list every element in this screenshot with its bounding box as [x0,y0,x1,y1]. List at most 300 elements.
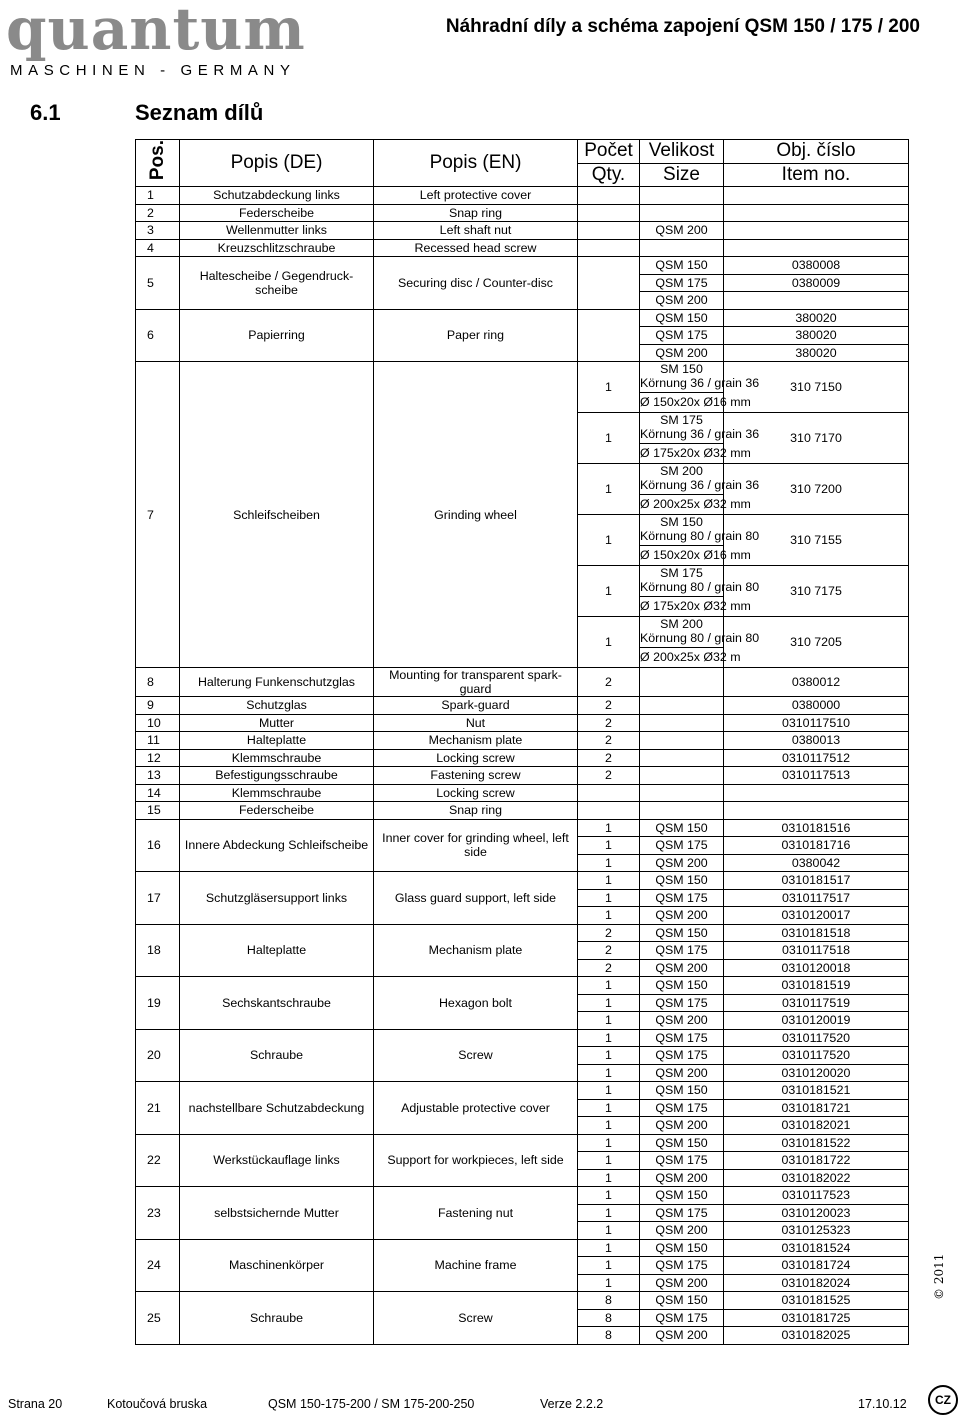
header-de: Popis (DE) [180,140,374,187]
cell-item: 0310120019 [724,1012,909,1030]
size-grain: Körnung 36 / grain 36 [640,427,760,442]
cell-size [640,668,724,697]
cell-en: Machine frame [374,1239,578,1292]
cell-qty: 1 [578,1064,640,1082]
cell-pos: 17 [136,872,180,925]
cell-item: 0310117513 [724,767,909,785]
cell-en: Screw [374,1029,578,1082]
cell-qty: 8 [578,1327,640,1345]
cell-qty: 1 [578,617,640,668]
cell-size: QSM 175 [640,274,724,292]
size-model: SM 200 [660,464,703,479]
table-body-2 [136,668,909,820]
cell-size [640,802,724,820]
cell-en: Recessed head screw [374,239,578,257]
cell-size [640,617,760,668]
cell-item [724,784,909,802]
cell-qty [578,222,640,240]
cell-item: 0310181517 [724,872,909,890]
cell-de: Schutzgläsersupport links [180,872,374,925]
cell-de: Schraube [180,1029,374,1082]
cell-qty [578,784,640,802]
cell-size: QSM 175 [640,1152,724,1170]
header-item-cz: Obj. číslo [724,140,909,164]
cell-qty [578,257,640,310]
cell-pos: 11 [136,732,180,750]
size-grain: Körnung 36 / grain 36 [640,376,760,391]
table-row [136,1082,909,1100]
size-model: SM 175 [660,413,703,428]
section-heading [30,100,263,126]
cell-qty: 1 [578,854,640,872]
cell-qty: 2 [578,959,640,977]
cell-pos: 14 [136,784,180,802]
cell-size: QSM 150 [640,924,724,942]
cell-qty: 2 [578,697,640,715]
cell-size: QSM 200 [640,1117,724,1135]
cell-item: 0310182021 [724,1117,909,1135]
table-row [136,1134,909,1152]
cell-qty: 2 [578,668,640,697]
cell-size: QSM 150 [640,309,724,327]
cell-qty [578,239,640,257]
cell-qty [578,802,640,820]
cell-size: QSM 200 [640,292,724,310]
cell-en: Fastening screw [374,767,578,785]
table-row [136,1029,909,1047]
cell-qty: 1 [578,1012,640,1030]
cell-pos: 6 [136,309,180,362]
cell-de: Befestigungsschraube [180,767,374,785]
cell-qty: 1 [578,1134,640,1152]
cell-qty: 1 [578,837,640,855]
cell-size: QSM 200 [640,344,724,362]
cell-item: 0310117519 [724,994,909,1012]
cell-size [640,767,724,785]
cell-qty [578,204,640,222]
header-qty-cz: Počet [578,140,640,164]
cell-size [640,464,760,515]
table-row [136,362,909,413]
cell-item: 0380013 [724,732,909,750]
cell-size: QSM 175 [640,1029,724,1047]
cell-qty: 1 [578,889,640,907]
cell-item: 0310181524 [724,1239,909,1257]
cell-en: Screw [374,1292,578,1345]
header-qty-en: Qty. [578,163,640,187]
cell-qty: 1 [578,907,640,925]
cell-qty: 1 [578,994,640,1012]
header-item-en: Item no. [724,163,909,187]
cell-de: Halteplatte [180,732,374,750]
section-number: 6.1 [30,100,61,125]
cell-pos: 4 [136,239,180,257]
size-model: SM 150 [660,515,703,530]
cell-de: Werkstückauflage links [180,1134,374,1187]
footer-product: Kotoučová bruska [107,1397,208,1411]
table-body [136,187,909,362]
cell-de: Sechskantschraube [180,977,374,1030]
cell-qty: 2 [578,767,640,785]
table-row [136,714,909,732]
brand-logo [6,0,306,79]
cell-item: 0310120017 [724,907,909,925]
cell-item: 310 7205 [724,617,909,668]
cell-de: Schutzglas [180,697,374,715]
table-row [136,732,909,750]
cell-item [724,802,909,820]
cell-de: Halterung Funkenschutzglas [180,668,374,697]
table-row [136,668,909,697]
cell-qty: 1 [578,1187,640,1205]
cell-size [640,732,724,750]
cell-size [640,204,724,222]
cell-pos: 21 [136,1082,180,1135]
cell-en: Support for workpieces, left side [374,1134,578,1187]
page-title: Náhradní díly a schéma zapojení QSM 150 / 175 / 200 [445,16,920,37]
cell-item: 0310181721 [724,1099,909,1117]
cell-size: QSM 175 [640,1099,724,1117]
cell-item: 0310181522 [724,1134,909,1152]
header-en: Popis (EN) [374,140,578,187]
cell-size: QSM 200 [640,222,724,240]
cell-de: Klemmschraube [180,784,374,802]
parts-table [135,139,909,1345]
size-dimensions: Ø 150x20x Ø16 mm [640,545,723,565]
cell-size: QSM 150 [640,1292,724,1310]
cell-item: 0310125323 [724,1222,909,1240]
cell-item: 0310120018 [724,959,909,977]
table-row [136,187,909,205]
cell-item: 0310181724 [724,1257,909,1275]
cell-item: 310 7155 [724,515,909,566]
cell-qty [578,309,640,362]
table-row [136,1187,909,1205]
cell-item: 0380009 [724,274,909,292]
cell-pos: 3 [136,222,180,240]
cell-item: 380020 [724,309,909,327]
cell-size: QSM 200 [640,1327,724,1345]
cell-qty [578,187,640,205]
cell-size: QSM 150 [640,819,724,837]
cell-pos: 10 [136,714,180,732]
cell-pos: 5 [136,257,180,310]
logo-tagline: MASCHINEN - GERMANY [10,62,296,79]
cell-pos: 13 [136,767,180,785]
cell-size [640,566,760,617]
size-model: SM 150 [660,362,703,377]
cell-size: QSM 200 [640,1274,724,1292]
cell-item: 0310181725 [724,1309,909,1327]
cell-size: QSM 175 [640,1047,724,1065]
cell-item: 0310117520 [724,1029,909,1047]
cell-item: 0310117518 [724,942,909,960]
table-row [136,222,909,240]
cell-item: 0310117520 [724,1047,909,1065]
cell-item: 0310181516 [724,819,909,837]
cell-item: 0310182022 [724,1169,909,1187]
cell-en: Locking screw [374,784,578,802]
cell-pos: 16 [136,819,180,872]
cell-en: Left protective cover [374,187,578,205]
cell-qty: 1 [578,1169,640,1187]
cell-de: Wellenmutter links [180,222,374,240]
cell-size: QSM 150 [640,1082,724,1100]
cell-de: Mutter [180,714,374,732]
table-row [136,257,909,275]
cell-pos: 19 [136,977,180,1030]
cell-size: QSM 200 [640,959,724,977]
size-dimensions: Ø 175x20x Ø32 mm [640,443,723,463]
cell-pos: 18 [136,924,180,977]
cell-en: Snap ring [374,204,578,222]
copyright: © 2011 [932,1253,946,1300]
cell-en: Mechanism plate [374,924,578,977]
cell-pos: 24 [136,1239,180,1292]
cell-item: 310 7175 [724,566,909,617]
table-row [136,1292,909,1310]
logo-wordmark: quantum [6,0,306,63]
cell-qty: 2 [578,749,640,767]
cell-size: QSM 175 [640,994,724,1012]
cell-en: Hexagon bolt [374,977,578,1030]
size-model: SM 200 [660,617,703,632]
size-dimensions: Ø 150x20x Ø16 mm [640,392,723,412]
size-grain: Körnung 80 / grain 80 [640,580,760,595]
cell-pos: 1 [136,187,180,205]
cell-item: 0310181525 [724,1292,909,1310]
section-title: Seznam dílů [135,100,264,125]
cell-qty: 1 [578,1257,640,1275]
cell-en: Spark-guard [374,697,578,715]
multi-variant-rows [136,819,909,1344]
table-row [136,697,909,715]
cell-en: Adjustable protective cover [374,1082,578,1135]
footer-model: QSM 150-175-200 / SM 175-200-250 [268,1397,475,1411]
cell-pos: 22 [136,1134,180,1187]
cell-qty: 1 [578,977,640,995]
cell-item [724,292,909,310]
cell-size [640,697,724,715]
cell-qty: 1 [578,1152,640,1170]
cell-pos: 25 [136,1292,180,1345]
cell-en: Mounting for transparent spark-guard [374,668,578,697]
cell-item: 380020 [724,327,909,345]
table-row [136,819,909,837]
cell-size: QSM 175 [640,327,724,345]
cell-pos: 12 [136,749,180,767]
cell-size: QSM 200 [640,854,724,872]
cell-en: Nut [374,714,578,732]
cell-qty: 1 [578,1117,640,1135]
cell-en: Mechanism plate [374,732,578,750]
table-row [136,1239,909,1257]
cell-item: 0310181518 [724,924,909,942]
cell-qty: 2 [578,924,640,942]
cell-size [640,515,760,566]
cell-size: QSM 175 [640,1204,724,1222]
header-size-cz: Velikost [640,140,724,164]
size-grain: Körnung 80 / grain 80 [640,529,760,544]
table-row [136,239,909,257]
cell-qty: 1 [578,566,640,617]
cell-de: Innere Abdeckung Schleifscheibe [180,819,374,872]
cell-pos: 8 [136,668,180,697]
cell-size: QSM 150 [640,1187,724,1205]
cell-item: 0310181519 [724,977,909,995]
cell-size: QSM 175 [640,837,724,855]
cell-de: Klemmschraube [180,749,374,767]
cell-item [724,187,909,205]
cell-size: QSM 175 [640,1309,724,1327]
cell-item: 0310182025 [724,1327,909,1345]
cell-qty: 1 [578,1222,640,1240]
cell-item [724,239,909,257]
language-badge: CZ [928,1385,958,1415]
cell-qty: 1 [578,1029,640,1047]
cell-en: Grinding wheel [374,362,578,668]
cell-de: Schleifscheiben [180,362,374,668]
cell-size: QSM 200 [640,1222,724,1240]
cell-en: Glass guard support, left side [374,872,578,925]
cell-qty: 8 [578,1292,640,1310]
cell-pos: 2 [136,204,180,222]
cell-size: QSM 150 [640,1239,724,1257]
cell-item: 0310181722 [724,1152,909,1170]
cell-de: Maschinenkörper [180,1239,374,1292]
cell-de: Federscheibe [180,204,374,222]
cell-qty: 1 [578,1047,640,1065]
cell-size: QSM 150 [640,977,724,995]
cell-size [640,749,724,767]
cell-qty: 1 [578,872,640,890]
size-dimensions: Ø 175x20x Ø32 mm [640,596,723,616]
cell-en: Snap ring [374,802,578,820]
cell-size: QSM 150 [640,257,724,275]
size-dimensions: Ø 200x25x Ø32 m [640,647,723,667]
table-row [136,924,909,942]
cell-item [724,204,909,222]
cell-de: Halteplatte [180,924,374,977]
table-row [136,309,909,327]
cell-qty: 1 [578,1099,640,1117]
cell-en: Paper ring [374,309,578,362]
cell-size: QSM 200 [640,907,724,925]
cell-item: 0310181716 [724,837,909,855]
footer-version: Verze 2.2.2 [540,1397,604,1411]
cell-size [640,714,724,732]
cell-item: 310 7200 [724,464,909,515]
table-row [136,802,909,820]
cell-size: QSM 175 [640,942,724,960]
footer-date: 17.10.12 [858,1397,907,1411]
cell-qty: 1 [578,1082,640,1100]
cell-de: Schraube [180,1292,374,1345]
cell-size: QSM 200 [640,1169,724,1187]
cell-item: 0310181521 [724,1082,909,1100]
cell-de: selbstsichernde Mutter [180,1187,374,1240]
cell-de: Haltescheibe / Gegendruck-scheibe [180,257,374,310]
cell-qty: 1 [578,1274,640,1292]
cell-qty: 8 [578,1309,640,1327]
cell-item: 380020 [724,344,909,362]
cell-qty: 1 [578,362,640,413]
table-row [136,872,909,890]
grinding-wheel-group [136,362,909,668]
cell-size: QSM 175 [640,889,724,907]
cell-item [724,222,909,240]
cell-en: Locking screw [374,749,578,767]
cell-item: 0310182024 [724,1274,909,1292]
cell-item: 0310120023 [724,1204,909,1222]
cell-size [640,413,760,464]
cell-qty: 2 [578,714,640,732]
cell-qty: 2 [578,942,640,960]
cell-de: Papierring [180,309,374,362]
cell-de: Federscheibe [180,802,374,820]
header-size-en: Size [640,163,724,187]
table-header-row [136,140,909,164]
cell-pos: 23 [136,1187,180,1240]
cell-qty: 1 [578,413,640,464]
size-model: SM 175 [660,566,703,581]
cell-item: 0380042 [724,854,909,872]
table-row [136,749,909,767]
cell-size: QSM 175 [640,1257,724,1275]
cell-pos: 20 [136,1029,180,1082]
table-row [136,784,909,802]
cell-qty: 1 [578,1239,640,1257]
cell-size [640,362,760,413]
cell-qty: 1 [578,464,640,515]
cell-item: 0380012 [724,668,909,697]
cell-size: QSM 150 [640,872,724,890]
cell-size: QSM 200 [640,1012,724,1030]
cell-size [640,239,724,257]
cell-en: Left shaft nut [374,222,578,240]
table-row [136,767,909,785]
cell-item: 0310117510 [724,714,909,732]
cell-item: 0310117517 [724,889,909,907]
cell-qty: 2 [578,732,640,750]
cell-de: nachstellbare Schutzabdeckung [180,1082,374,1135]
table-row [136,204,909,222]
size-dimensions: Ø 200x25x Ø32 mm [640,494,723,514]
cell-pos: 7 [136,362,180,668]
footer-page: Strana 20 [8,1397,63,1411]
cell-item: 310 7170 [724,413,909,464]
cell-item: 0380008 [724,257,909,275]
cell-item: 0310117523 [724,1187,909,1205]
cell-pos: 9 [136,697,180,715]
table-row [136,977,909,995]
cell-qty: 1 [578,819,640,837]
size-grain: Körnung 36 / grain 36 [640,478,760,493]
cell-size [640,784,724,802]
cell-en: Securing disc / Counter-disc [374,257,578,310]
header-pos: Pos. [136,140,180,187]
cell-en: Inner cover for grinding wheel, left side [374,819,578,872]
cell-de: Kreuzschlitzschraube [180,239,374,257]
cell-size [640,187,724,205]
cell-size: QSM 150 [640,1134,724,1152]
cell-size: QSM 200 [640,1064,724,1082]
cell-item: 0310117512 [724,749,909,767]
cell-item: 0380000 [724,697,909,715]
cell-item: 0310120020 [724,1064,909,1082]
cell-pos: 15 [136,802,180,820]
cell-en: Fastening nut [374,1187,578,1240]
